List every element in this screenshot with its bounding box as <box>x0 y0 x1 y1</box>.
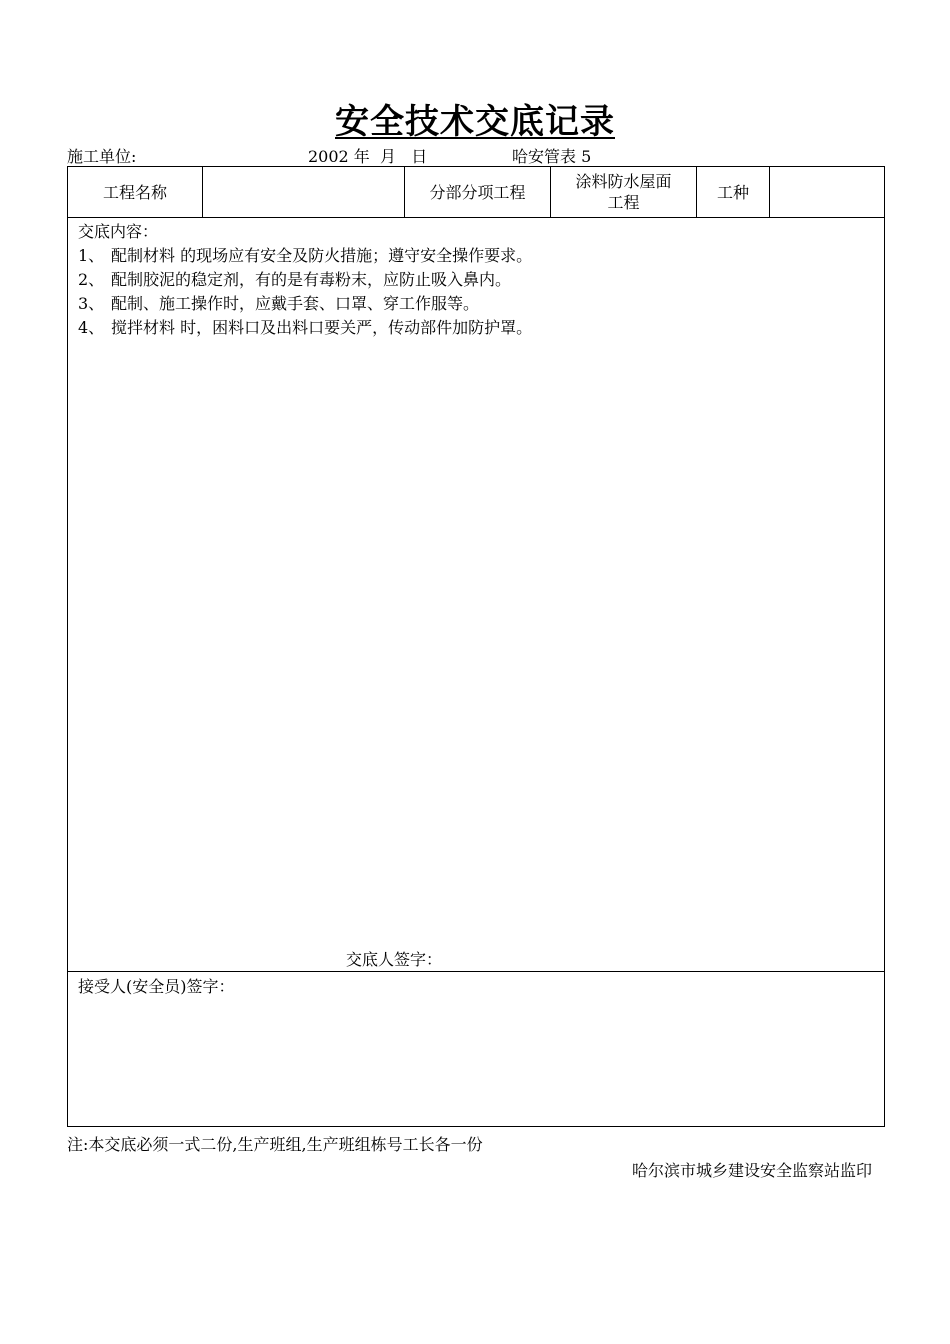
subproject-label: 分部分项工程 <box>405 167 551 217</box>
discloser-signature-label: 交底人签字： <box>346 950 443 969</box>
list-item: 1、 配制材料 的现场应有安全及防火措施；遵守安全操作要求。 <box>78 246 533 265</box>
project-name-value[interactable] <box>203 167 405 217</box>
footer-note: 注:本交底必须一式二份,生产班组,生产班组栋号工长各一份 <box>67 1135 483 1154</box>
trade-value[interactable] <box>770 167 883 217</box>
list-item: 2、 配制胶泥的稳定剂，有的是有毒粉末，应防止吸入鼻内。 <box>78 270 512 289</box>
content-heading: 交底内容： <box>78 222 159 241</box>
subproject-value: 涂料防水屋面 工程 <box>551 167 697 217</box>
project-name-label: 工程名称 <box>68 167 203 217</box>
disclosure-content-area <box>68 218 884 972</box>
issuing-authority: 哈尔滨市城乡建设安全监察站监印 <box>631 1161 872 1180</box>
trade-label: 工种 <box>697 167 770 217</box>
disclosure-items <box>78 244 532 340</box>
list-item: 4、 搅拌材料 时，困料口及出料口要关严，传动部件加防护罩。 <box>78 318 533 337</box>
record-table <box>67 166 885 1127</box>
table-header-row <box>68 167 884 218</box>
receiver-signature-label: 接受人(安全员)签字： <box>78 977 235 996</box>
list-item: 3、 配制、施工操作时，应戴手套、口罩、穿工作服等。 <box>78 294 480 313</box>
date-field: 2002 年 月 日 <box>308 147 428 166</box>
construction-unit-label: 施工单位: <box>67 147 137 166</box>
form-code: 哈安管表 5 <box>512 147 592 166</box>
document-title: 安全技术交底记录 <box>335 102 615 142</box>
